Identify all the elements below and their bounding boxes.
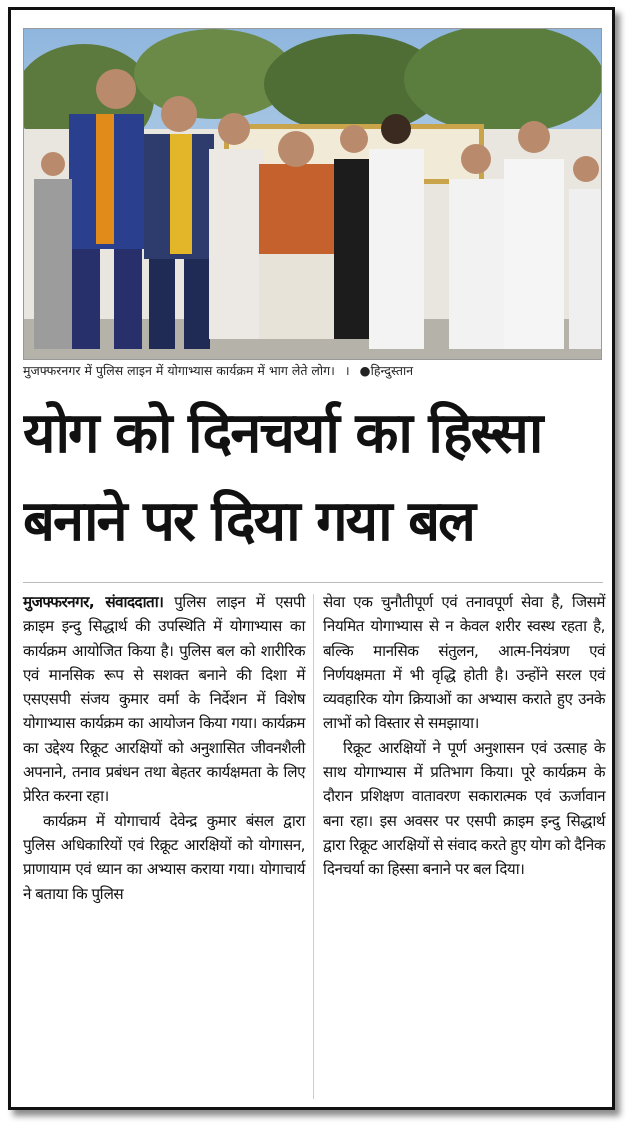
newspaper-clipping — [8, 7, 615, 1110]
event-photo-illustration — [24, 29, 601, 359]
caption-text: मुजफ्फरनगर में पुलिस लाइन में योगाभ्यास कार्यक्रम में भाग लेते लोग। — [23, 363, 335, 378]
article-column-left — [23, 590, 305, 906]
dateline: मुजफ्फरनगर, संवाददाता। — [23, 593, 164, 611]
column-divider — [313, 594, 314, 1099]
article-paragraph: रिक्रूट आरक्षियों ने पूर्ण अनुशासन एवं उत्साह के साथ योगाभ्यास में प्रतिभाग किया। पूरे कार्यक्रम के दौरान प्रशिक्षण वातावरण सकारात्मक एवं ऊर्जावान बना रहा। इस अवसर पर एसपी क्राइम इन्दु सिद्धार्थ द्वारा रिक्रूट आरक्षियों से संवाद करते हुए योग को दैनिक दिनचर्या का हिस्सा बनाने पर बल दिया। — [323, 738, 605, 879]
photo-caption — [23, 360, 603, 382]
article-paragraph: सेवा एक चुनौतीपूर्ण एवं तनावपूर्ण सेवा है, जिसमें नियमित योगाभ्यास से न केवल शरीर स्वस्थ रहता है, बल्कि मानसिक संतुलन, आत्म-नियंत्रण एवं निर्णयक्षमता में भी वृद्धि होती है। उन्होंने सरल एवं व्यवहारिक योग क्रियाओं का अभ्यास कराते हुए उनके लाभों को विस्तार से समझाया। — [323, 593, 605, 733]
headline-line-1: योग को दिनचर्या का हिस्सा — [23, 401, 542, 466]
article-paragraph: कार्यक्रम में योगाचार्य देवेन्द्र कुमार बंसल द्वारा पुलिस अधिकारियों एवं रिक्रूट आरक्षियों को योगासन, प्राणायाम एवं ध्यान का अभ्यास कराया गया। योगाचार्य ने बताया कि पुलिस — [23, 811, 305, 903]
bullet-icon: ● — [359, 363, 371, 378]
paragraph-text: पुलिस लाइन में एसपी क्राइम इन्दु सिद्धार्थ की उपस्थिति में योगाभ्यास का कार्यक्रम आयोजित किया है। पुलिस बल को शारीरिक एवं मानसिक रूप से सशक्त बनाने की दिशा में एसएसपी संजय कुमार वर्मा के निर्देशन में विशेष योगाभ्यास कार्यक्रम का आयोजन किया गया। कार्यक्रम का उद्देश्य रिक्रूट आरक्षियों को अनुशासित जीवनशैली अपनाने, तनाव प्रबंधन तथा बेहतर कार्यक्षमता के लिए प्रेरित करना रहा। — [23, 593, 305, 806]
headline-line-2: बनाने पर दिया गया बल — [23, 489, 475, 554]
headline-divider — [23, 582, 603, 583]
headline — [23, 390, 608, 566]
article-column-right — [323, 590, 605, 882]
event-photo — [23, 28, 602, 360]
article-paragraph — [23, 590, 305, 809]
caption-credit: हिन्दुस्तान — [370, 363, 414, 378]
caption-separator: । — [344, 363, 350, 378]
